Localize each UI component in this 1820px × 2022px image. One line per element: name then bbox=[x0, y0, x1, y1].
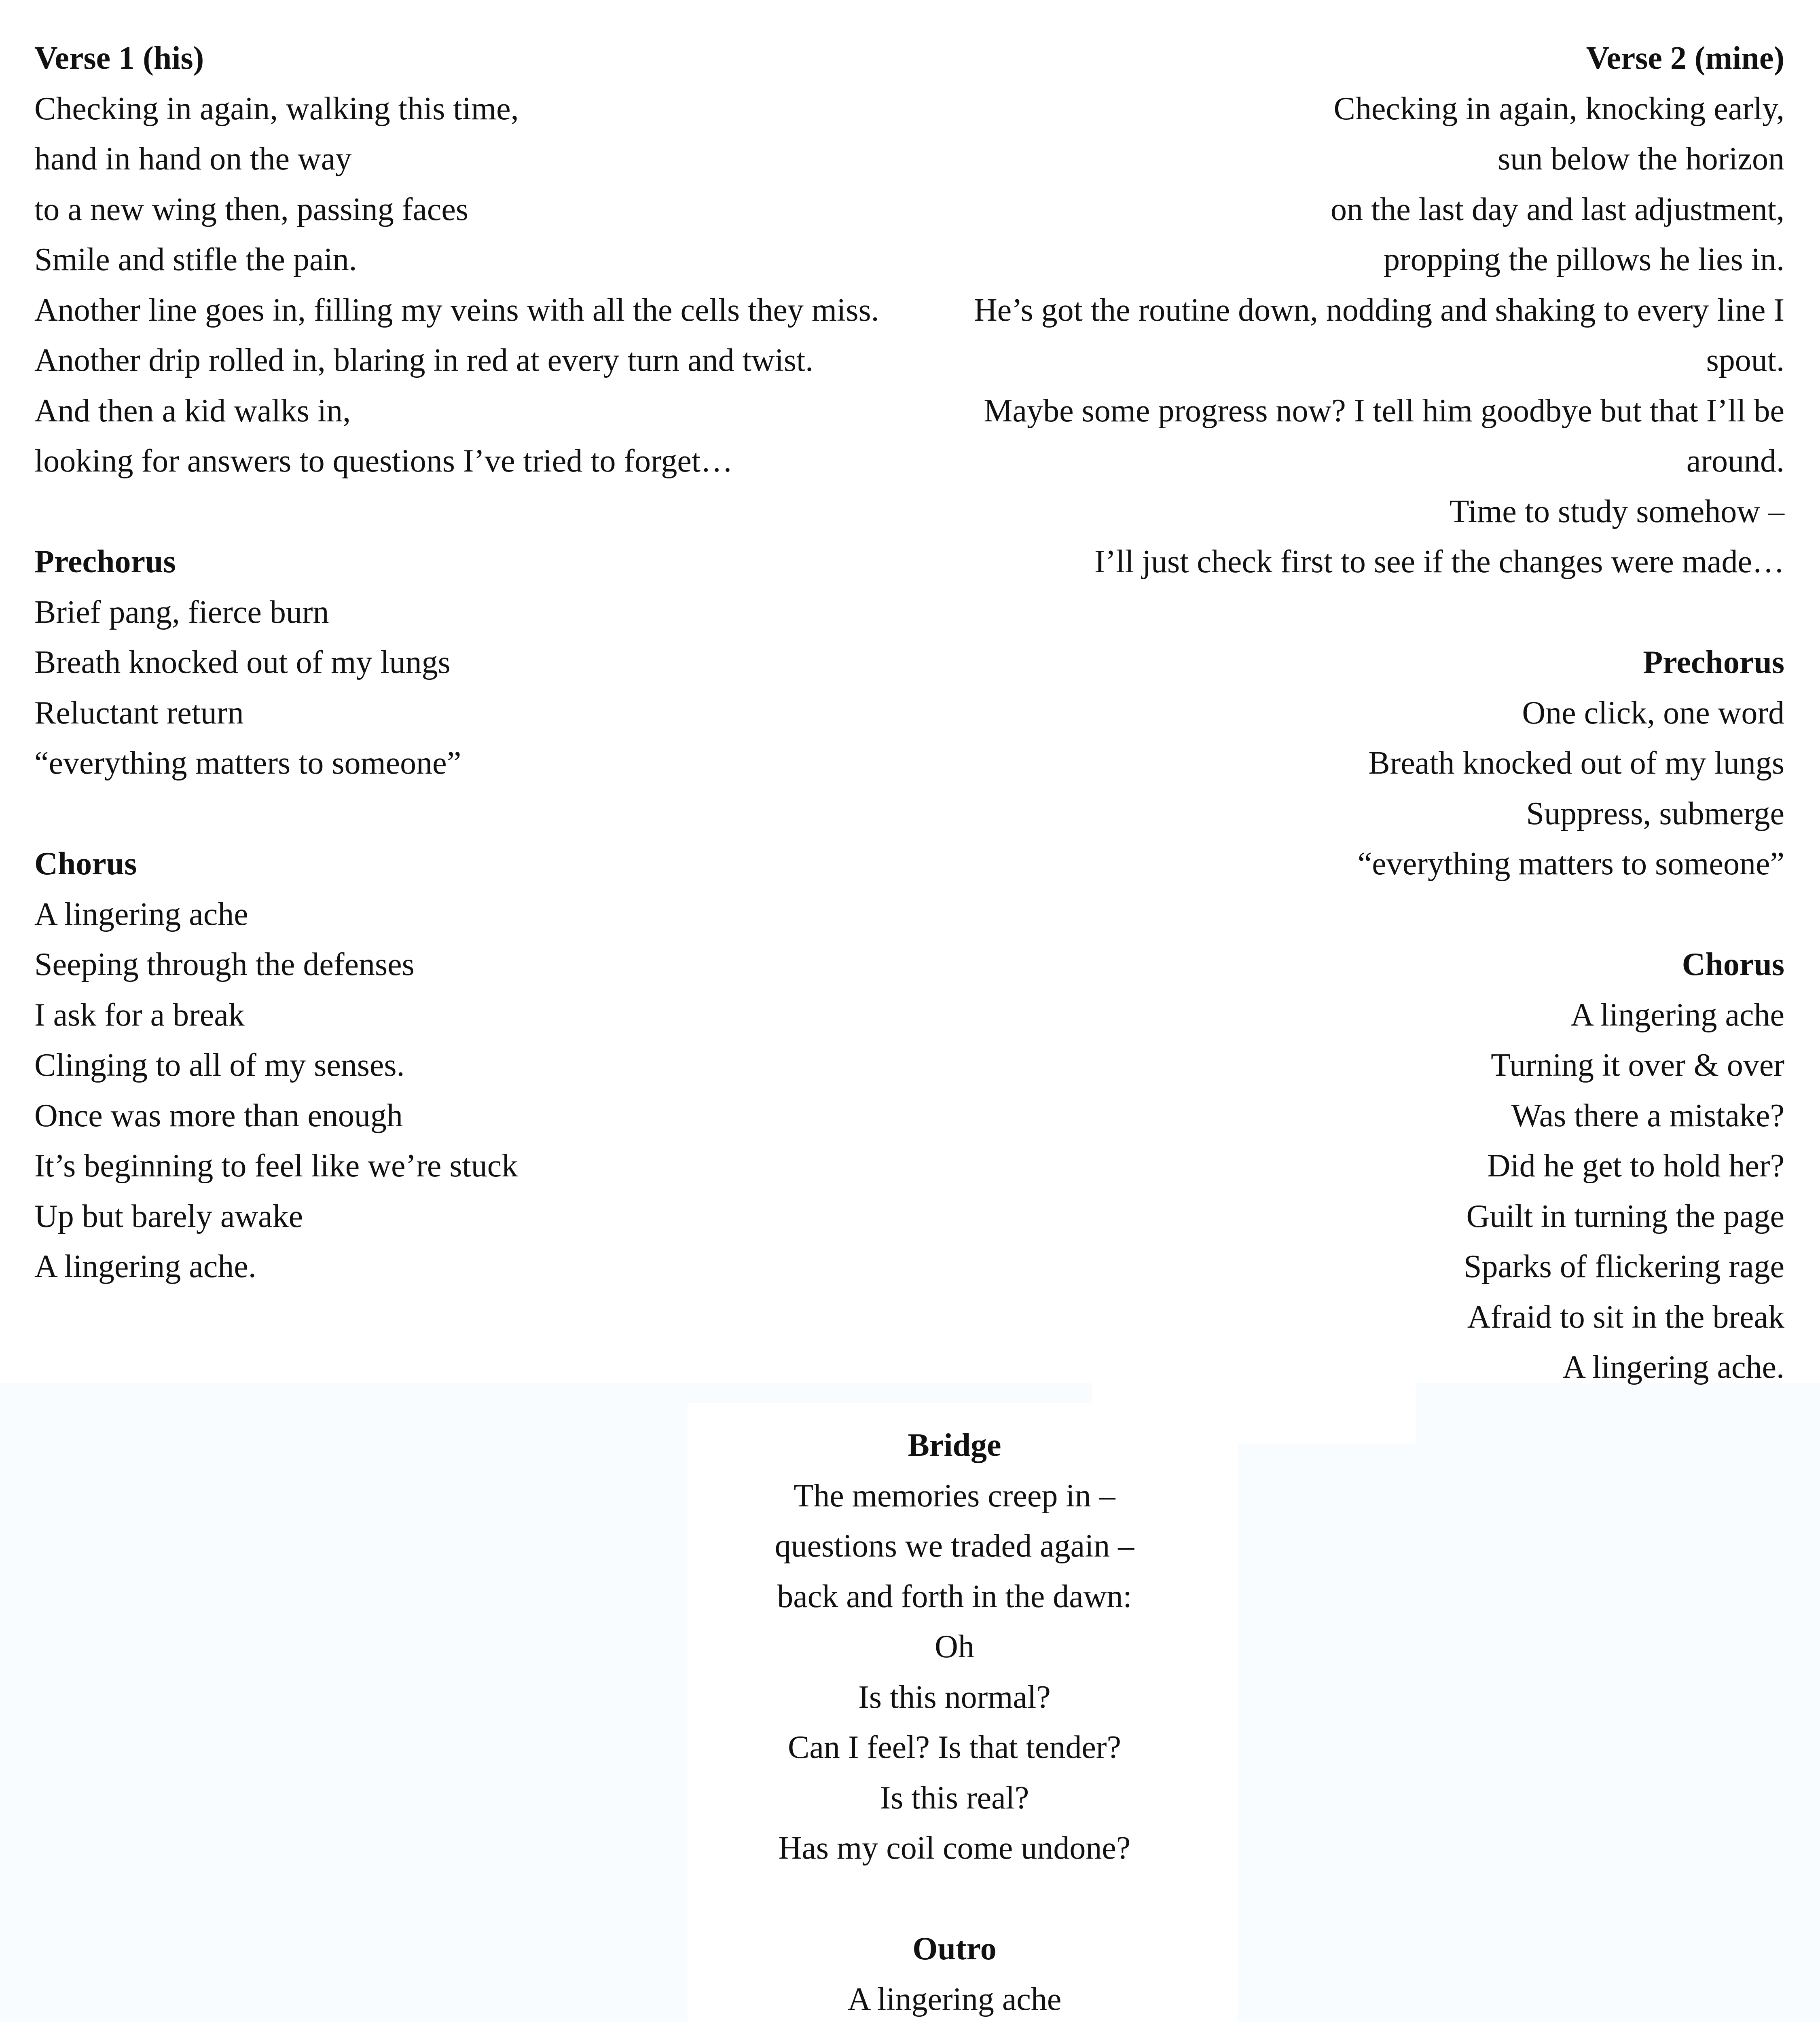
prechorus-right-heading: Prechorus bbox=[1643, 645, 1784, 680]
outro-section bbox=[647, 1924, 1262, 2022]
lyric-line: Time to study somehow – bbox=[1449, 493, 1784, 529]
prechorus-left-heading: Prechorus bbox=[34, 544, 176, 580]
lyric-line: Can I feel? Is that tender? bbox=[787, 1730, 1122, 1765]
lyric-line: Is this normal? bbox=[858, 1679, 1051, 1715]
lyric-line: questions we traded again – bbox=[775, 1528, 1134, 1564]
lyric-line: back and forth in the dawn: bbox=[777, 1578, 1132, 1614]
lyric-line: Another drip rolled in, blaring in red at every turn and twist. bbox=[34, 343, 814, 378]
bridge-section bbox=[647, 1420, 1262, 1874]
lyric-line: Was there a mistake? bbox=[1511, 1098, 1784, 1134]
lyric-line: Breath knocked out of my lungs bbox=[34, 645, 451, 680]
lyrics-right-column bbox=[895, 33, 1784, 1443]
lyrics-center-column bbox=[647, 1420, 1262, 2022]
prechorus-right-section bbox=[895, 637, 1784, 889]
lyric-line: Sparks of flickering rage bbox=[1463, 1249, 1784, 1284]
outro-heading: Outro bbox=[912, 1931, 997, 1967]
chorus-left-section bbox=[34, 839, 888, 1292]
prechorus-left-lines bbox=[34, 587, 888, 789]
lyric-line: And then a kid walks in, bbox=[34, 393, 351, 429]
bridge-heading: Bridge bbox=[908, 1428, 1001, 1463]
lyric-line: looking for answers to questions I’ve tried to forget… bbox=[34, 443, 733, 479]
lyric-line: Checking in again, walking this time, bbox=[34, 91, 519, 127]
lyric-line: Turning it over & over bbox=[1491, 1047, 1784, 1083]
lyric-line: Reluctant return bbox=[34, 695, 244, 731]
prechorus-right-lines bbox=[895, 688, 1784, 889]
lyric-line: Seeping through the defenses bbox=[34, 947, 415, 982]
lyric-line: A lingering ache bbox=[847, 1981, 1062, 2017]
verse-2-section bbox=[895, 33, 1784, 587]
lyric-line: Afraid to sit in the break bbox=[1467, 1299, 1784, 1335]
bridge-lines bbox=[647, 1471, 1262, 1874]
lyric-line: Clinging to all of my senses. bbox=[34, 1047, 405, 1083]
lyric-line: He’s got the routine down, nodding and shaking to every line I spout. bbox=[973, 292, 1784, 378]
lyric-line: Brief pang, fierce burn bbox=[34, 594, 329, 630]
lyric-line: Another line goes in, filling my veins with all the cells they miss. bbox=[34, 292, 879, 328]
chorus-right-lines bbox=[895, 990, 1784, 1393]
prechorus-left-section bbox=[34, 537, 888, 789]
lyric-line: One click, one word bbox=[1522, 695, 1784, 731]
lyric-line: on the last day and last adjustment, bbox=[1331, 191, 1784, 227]
lyric-line: The memories creep in – bbox=[794, 1478, 1115, 1514]
lyric-line: hand in hand on the way bbox=[34, 141, 352, 177]
lyric-line: to a new wing then, passing faces bbox=[34, 191, 469, 227]
lyric-line: A lingering ache. bbox=[34, 1249, 256, 1284]
lyric-line: I ask for a break bbox=[34, 997, 245, 1033]
lyric-line: Is this real? bbox=[880, 1780, 1029, 1816]
lyric-line: Up but barely awake bbox=[34, 1198, 303, 1234]
verse-2-lines bbox=[895, 84, 1784, 587]
chorus-right-section bbox=[895, 939, 1784, 1393]
lyric-line: I’ll just check first to see if the changes were made… bbox=[1094, 544, 1784, 580]
lyric-line: A lingering ache bbox=[1570, 997, 1784, 1033]
chorus-right-heading: Chorus bbox=[1682, 947, 1784, 982]
lyrics-left-column bbox=[34, 33, 888, 1342]
lyric-line: Maybe some progress now? I tell him goodbye but that I’ll be around. bbox=[984, 393, 1784, 479]
lyric-line: Once was more than enough bbox=[34, 1098, 403, 1134]
lyric-line: Did he get to hold her? bbox=[1487, 1148, 1784, 1184]
lyric-line: Oh bbox=[935, 1629, 974, 1665]
chorus-left-lines bbox=[34, 889, 888, 1292]
lyric-line: A lingering ache. bbox=[1562, 1349, 1784, 1385]
lyric-line: A lingering ache bbox=[34, 896, 248, 932]
lyric-line: propping the pillows he lies in. bbox=[1383, 242, 1784, 277]
lyric-line: sun below the horizon bbox=[1498, 141, 1784, 177]
lyric-line: Suppress, submerge bbox=[1526, 795, 1784, 831]
verse-2-heading: Verse 2 (mine) bbox=[1586, 40, 1784, 76]
lyric-line: Smile and stifle the pain. bbox=[34, 242, 357, 277]
chorus-left-heading: Chorus bbox=[34, 846, 137, 882]
outro-lines bbox=[647, 1974, 1262, 2022]
verse-1-heading: Verse 1 (his) bbox=[34, 40, 204, 76]
lyric-line: Checking in again, knocking early, bbox=[1333, 91, 1784, 127]
lyric-line: Breath knocked out of my lungs bbox=[1368, 745, 1784, 781]
verse-1-section bbox=[34, 33, 888, 486]
lyric-line: It’s beginning to feel like we’re stuck bbox=[34, 1148, 518, 1184]
lyric-line: Guilt in turning the page bbox=[1466, 1198, 1784, 1234]
lyric-line: “everything matters to someone” bbox=[1357, 846, 1784, 882]
lyric-line: “everything matters to someone” bbox=[34, 745, 461, 781]
lyric-line: Has my coil come undone? bbox=[778, 1830, 1131, 1866]
verse-1-lines bbox=[34, 84, 888, 486]
